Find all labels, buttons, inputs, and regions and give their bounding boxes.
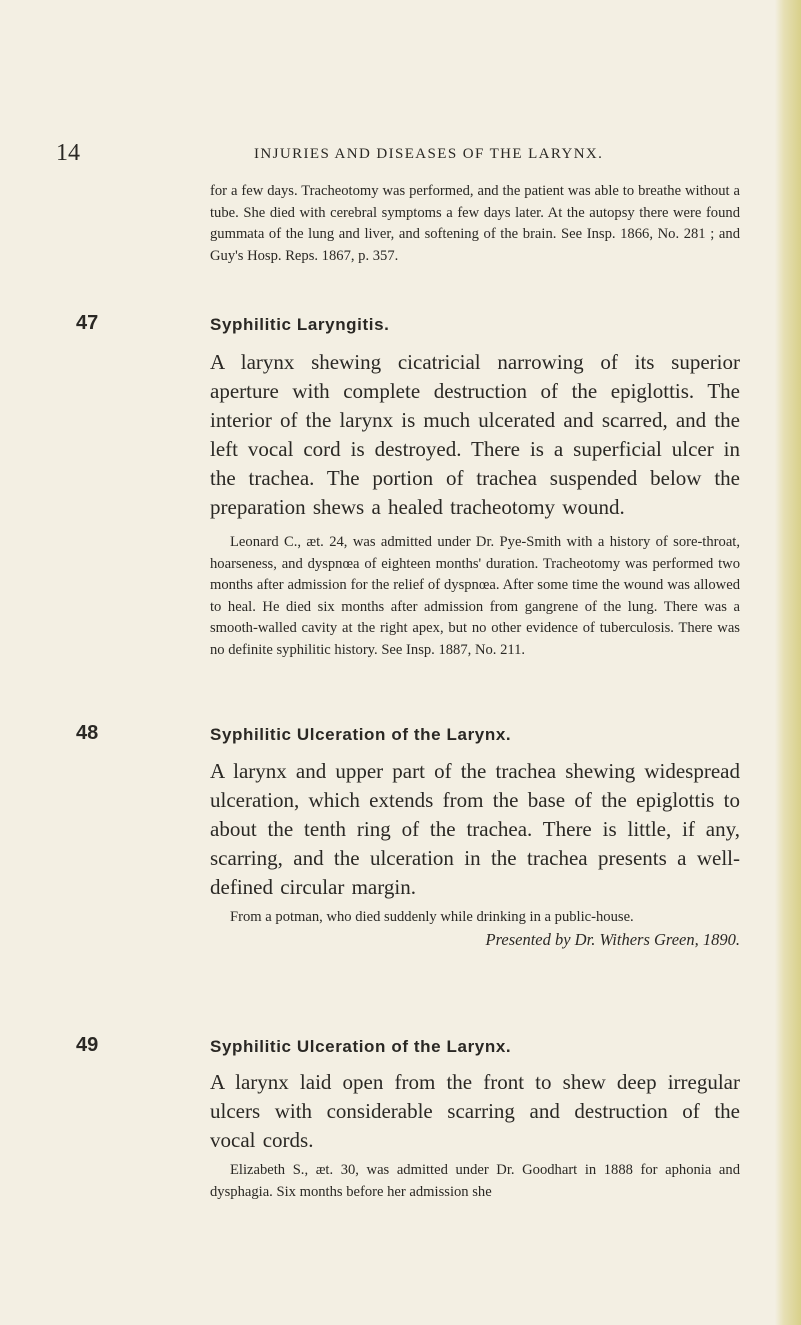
entry-description-47 <box>210 348 740 522</box>
entry-title-47: Syphilitic Laryngitis. <box>210 315 390 334</box>
description-text: A larynx shewing cicatricial narrowing of its superior aperture with complete destruction of the epiglottis. The interior of the larynx is much ulcerated and scarred, and the left vocal cord is destroyed. There is a superficial ulcer in the trachea. The portion of trachea suspended below the preparation shews a healed tracheotomy wound. <box>210 350 740 519</box>
entry-history-48 <box>210 907 740 950</box>
description-text: A larynx and upper part of the trachea shewing widespread ulceration, which extends from the base of the epiglottis to about the tenth ring of the trachea. There is little, if any, scarring, and the ulceration in the trachea presents a well-defined circular margin. <box>210 759 740 899</box>
page-header <box>56 140 756 170</box>
entry-title-49: Syphilitic Ulceration of the Larynx. <box>210 1037 512 1056</box>
entry-history-49 <box>210 1160 740 1203</box>
description-text: A larynx laid open from the front to shew deep irregular ulcers with considerable scarring and destruction of the vocal cords. <box>210 1070 740 1152</box>
history-text: From a potman, who died suddenly while drinking in a public-house. <box>230 909 634 925</box>
entry-title-48: Syphilitic Ulceration of the Larynx. <box>210 725 512 744</box>
entry-description-48 <box>210 757 740 902</box>
page-number: 14 <box>56 140 80 166</box>
history-text: Leonard C., æt. 24, was admitted under Dr. Pye-Smith with a history of sore-throat, hoarseness, and dyspnœa of eighteen months' duration. Tracheotomy was performed two months after admission for the relief of dyspnœa. After some time the wound was allowed to heal. He died six months after admission from gangrene of the lung. There was a smooth-walled cavity at the right apex, but no other evidence of tuberculosis. There was no definite syphilitic history. See Insp. 1887, No. 211. <box>210 534 740 658</box>
entry-number-49: 49 <box>76 1034 99 1056</box>
entry-description-49 <box>210 1068 740 1155</box>
history-text: Elizabeth S., æt. 30, was admitted under Dr. Goodhart in 1888 for aphonia and dysphagia. Six months before her admission she <box>210 1162 740 1200</box>
entry-number-47: 47 <box>76 312 99 334</box>
entry-number-48: 48 <box>76 722 99 744</box>
running-head: INJURIES AND DISEASES OF THE LARYNX. <box>254 146 604 162</box>
continuation-text: for a few days. Tracheotomy was performed, and the patient was able to breathe without a tube. She died with cerebral symptoms a few days later. At the autopsy there were found gummata of the lung and liver, and softening of the brain. See Insp. 1866, No. 281 ; and Guy's Hosp. Reps. 1867, p. 357. <box>210 183 740 264</box>
page-edge-shadow <box>775 0 801 1325</box>
continuation-paragraph <box>210 181 740 267</box>
presented-by: Presented by Dr. Withers Green, 1890. <box>485 929 740 949</box>
entry-history-47 <box>210 532 740 661</box>
